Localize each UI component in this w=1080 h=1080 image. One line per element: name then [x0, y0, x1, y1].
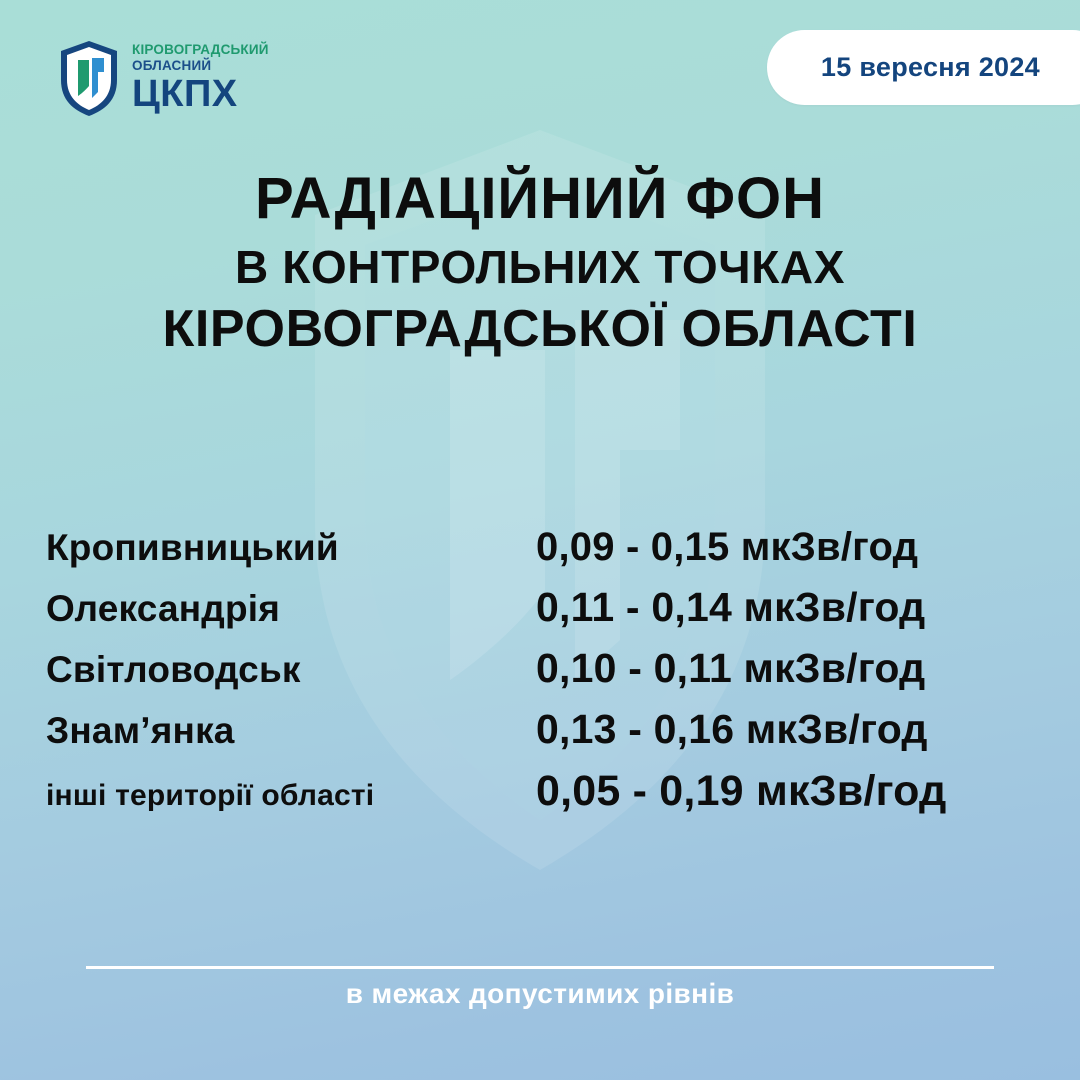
list-item: [46, 525, 1034, 570]
measurement-value: 0,10 - 0,11 мкЗв/год: [536, 645, 926, 691]
measurements-list: [46, 525, 1034, 830]
date-badge-label: 15 вересня 2024: [820, 52, 1040, 82]
title-line-1: РАДІАЦІЙНИЙ ФОН: [255, 166, 825, 231]
list-item: [46, 767, 1034, 816]
page-title: [0, 168, 1080, 360]
list-item: [46, 706, 1034, 753]
measurement-place: Кропивницький: [46, 527, 339, 568]
organization-logo: [58, 38, 269, 118]
title-line-3: КІРОВОГРАДСЬКОЇ ОБЛАСТІ: [162, 300, 918, 359]
footer-divider: [86, 966, 994, 969]
measurement-value: 0,13 - 0,16 мкЗв/год: [536, 706, 928, 752]
shield-logo-icon: [58, 38, 120, 118]
measurement-place: Світловодськ: [46, 649, 301, 690]
list-item: [46, 584, 1034, 631]
date-badge: [767, 30, 1080, 105]
logo-line-1: КІРОВОГРАДСЬКИЙ: [132, 42, 269, 57]
measurement-value: 0,09 - 0,15 мкЗв/год: [536, 525, 919, 569]
measurement-place: Олександрія: [46, 588, 281, 629]
footer-note: в межах допустимих рівнів: [345, 978, 735, 1009]
measurement-value: 0,11 - 0,14 мкЗв/год: [536, 584, 926, 630]
logo-line-2: ОБЛАСНИЙ: [132, 57, 212, 73]
list-item: [46, 645, 1034, 692]
measurement-place: інші території області: [46, 779, 375, 812]
logo-abbreviation: ЦКПХ: [132, 73, 238, 115]
measurement-place: Знам’янка: [46, 710, 235, 751]
measurement-value: 0,05 - 0,19 мкЗв/год: [536, 767, 947, 815]
title-line-2: В КОНТРОЛЬНИХ ТОЧКАХ: [235, 240, 845, 293]
